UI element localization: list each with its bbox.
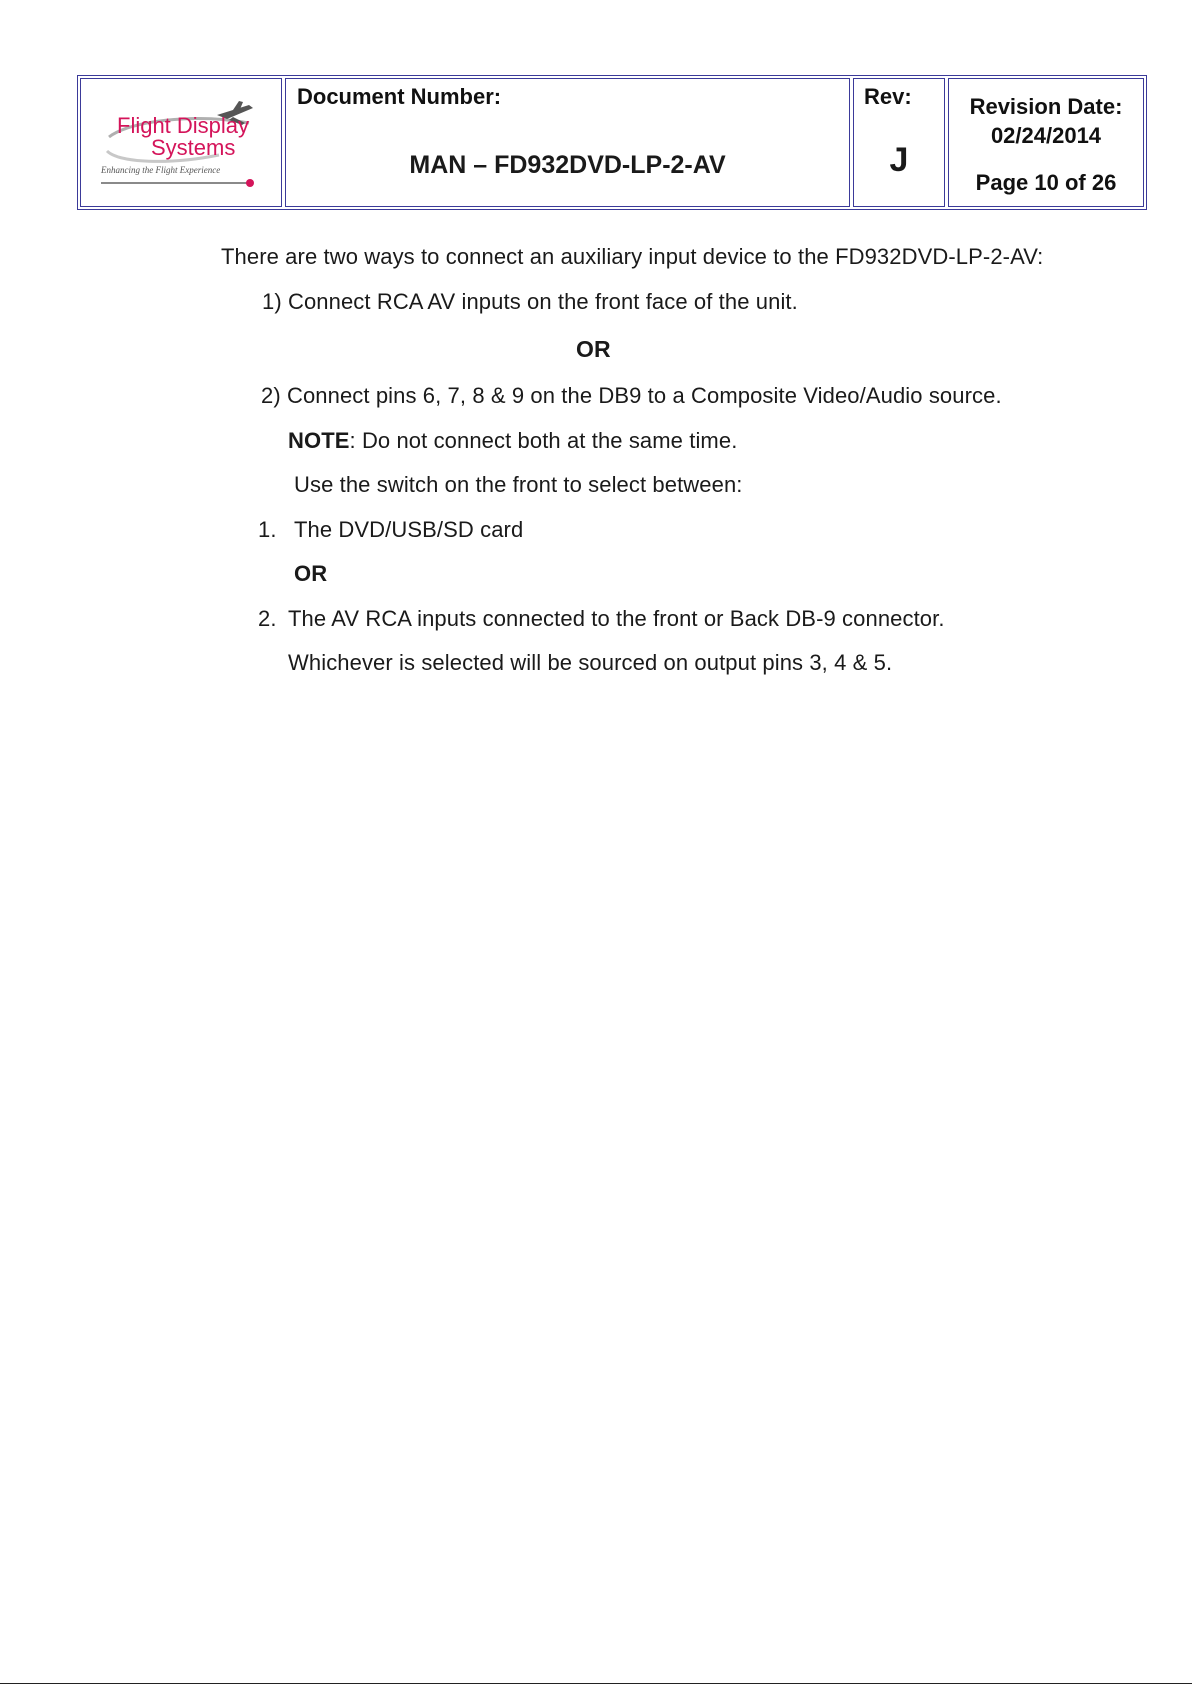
- logo-cell: [80, 78, 282, 207]
- option-2-text: 2) Connect pins 6, 7, 8 & 9 on the DB9 to a Composite Video/Audio source.: [261, 383, 1002, 408]
- revision-date-label: Revision Date:: [969, 94, 1123, 119]
- revision-date: 02/24/2014: [990, 123, 1102, 148]
- list-item-2-number: 2.: [258, 606, 277, 631]
- intro-paragraph: There are two ways to connect an auxiliary input device to the FD932DVD-LP-2-AV:: [221, 244, 1044, 269]
- or-inline: OR: [294, 561, 328, 586]
- document-number-label: Document Number:: [297, 84, 502, 109]
- list-item-2-text: The AV RCA inputs connected to the front or Back DB-9 connector.: [288, 606, 945, 631]
- page-number: Page 10 of 26: [975, 170, 1117, 195]
- svg-text:Systems: Systems: [151, 135, 236, 160]
- document-number-cell: [285, 78, 850, 207]
- svg-text:Flight Display: Flight Display: [117, 113, 250, 138]
- option-1-text: 1) Connect RCA AV inputs on the front face of the unit.: [262, 289, 798, 314]
- svg-text:Enhancing the Flight Experienc: Enhancing the Flight Experience: [101, 165, 221, 175]
- note-text: : Do not connect both at the same time.: [349, 428, 738, 453]
- company-logo: [99, 99, 261, 189]
- rev-value: J: [889, 141, 909, 179]
- airplane-logo-icon: [99, 99, 261, 189]
- revision-cell: [853, 78, 945, 207]
- switch-instruction: Use the switch on the front to select between:: [294, 472, 743, 497]
- document-number: MAN – FD932DVD-LP-2-AV: [409, 151, 726, 179]
- note-line: [288, 428, 737, 454]
- or-separator: OR: [576, 336, 611, 362]
- list-item-1-text: The DVD/USB/SD card: [294, 517, 524, 542]
- revision-date-cell: [948, 78, 1144, 207]
- footer-divider: [0, 1683, 1192, 1684]
- note-label: NOTE: [288, 428, 350, 453]
- document-header: [77, 75, 1147, 210]
- list-item-1-number: 1.: [258, 517, 277, 542]
- output-pins-text: Whichever is selected will be sourced on output pins 3, 4 & 5.: [288, 650, 893, 675]
- rev-label: Rev:: [864, 84, 912, 109]
